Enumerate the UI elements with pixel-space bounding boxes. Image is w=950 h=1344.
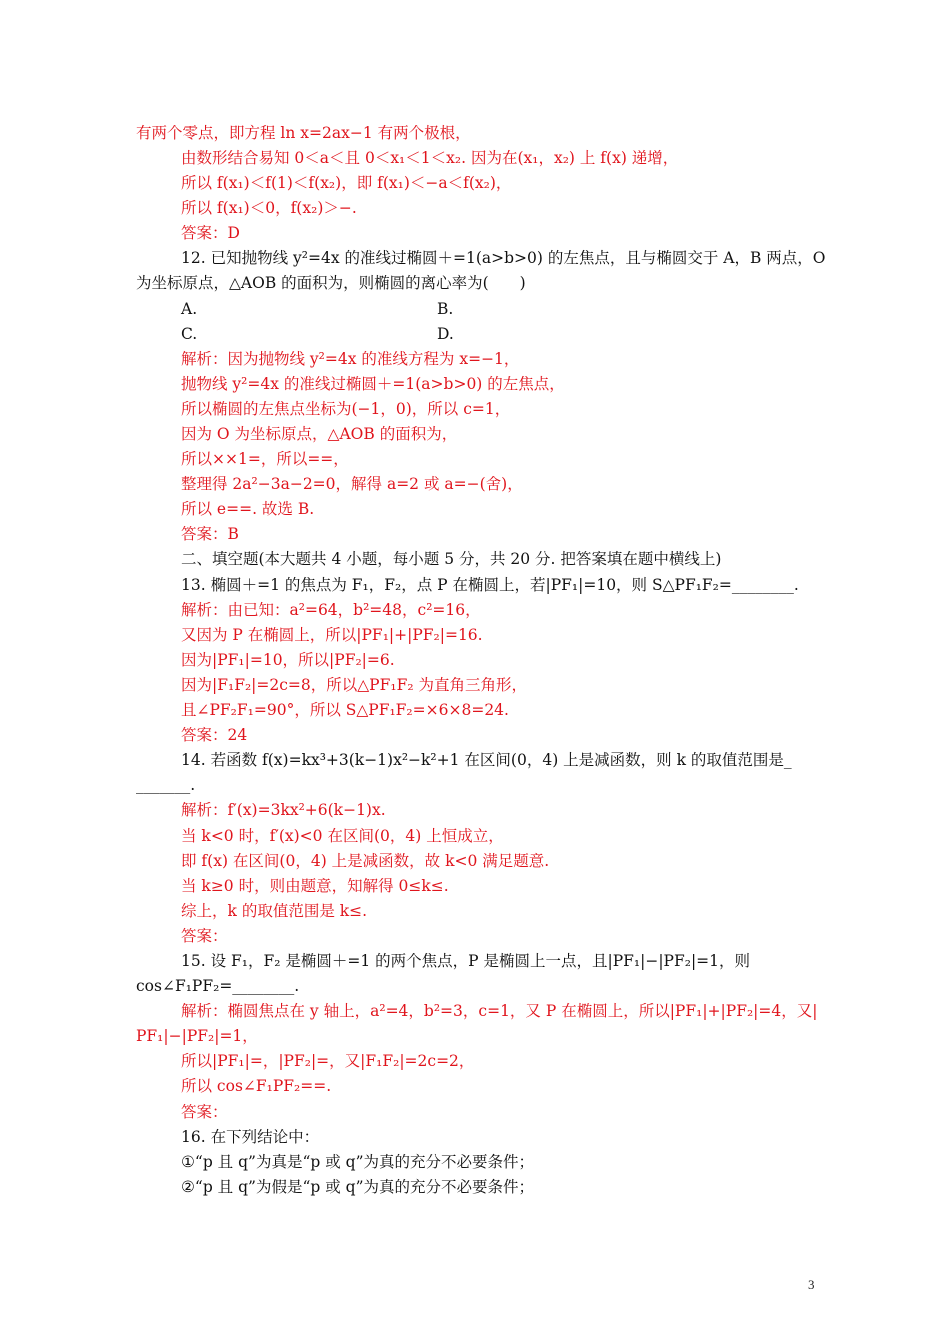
question-15-stem: 15. 设 F₁，F₂ 是椭圆＋=1 的两个焦点，P 是椭圆上一点，且|PF₁|−|PF₂|=1，则 [181,952,751,970]
text-line: 所以 f(x₁)＜f(1)＜f(x₂)，即 f(x₁)＜−a＜f(x₂)， [181,174,512,192]
solution-line: 当 k≥0 时，则由题意，知解得 0≤k≤. [181,877,449,895]
section-heading: 二、填空题(本大题共 4 小题，每小题 5 分，共 20 分. 把答案填在题中横线上) [181,550,722,568]
question-14-stem: 14. 若函数 f(x)=kx³+3(k−1)x²−k²+1 在区间(0，4) 上是减函数，则 k 的取值范围是_ [181,751,792,769]
answer-line: 答案： [181,927,228,945]
solution-line: 解析：由已知：a²=64，b²=48，c²=16， [181,601,481,619]
answer-line: 答案： [181,1103,228,1121]
solution-line: 当 k<0 时，f′(x)<0 在区间(0，4) 上恒成立， [181,827,504,845]
solution-line: 抛物线 y²=4x 的准线过椭圆＋=1(a>b>0) 的左焦点， [181,375,565,393]
solution-line: 解析：f′(x)=3kx²+6(k−1)x. [181,801,386,819]
solution-line: 因为|F₁F₂|=2c=8，所以△PF₁F₂ 为直角三角形， [181,676,527,694]
option-c: C. [181,325,198,343]
question-14-blank: _______. [136,776,196,794]
text-line: 由数形结合易知 0＜a＜且 0＜x₁＜1＜x₂. 因为在(x₁，x₂) 上 f(x) 递增， [181,149,679,167]
solution-line: 因为|PF₁|=10，所以|PF₂|=6. [181,651,395,669]
question-15-stem-cont: cos∠F₁PF₂=________. [136,977,300,995]
solution-line: 所以 e==. 故选 B. [181,500,315,518]
option-b: B. [437,300,454,318]
answer-line: 答案：24 [181,726,248,744]
solution-line: 即 f(x) 在区间(0，4) 上是减函数，故 k<0 满足题意. [181,852,550,870]
answer-line: 答案：D [181,224,240,242]
question-13-stem: 13. 椭圆＋=1 的焦点为 F₁，F₂，点 P 在椭圆上，若|PF₁|=10，则 S△PF₁F₂=________. [181,576,799,594]
question-12-stem-cont: 为坐标原点，△AOB 的面积为，则椭圆的离心率为( ) [136,274,526,292]
option-a: A. [181,300,198,318]
solution-line: 因为 O 为坐标原点，△AOB 的面积为， [181,425,458,443]
question-16-stem: 16. 在下列结论中： [181,1128,320,1146]
text-line: 有两个零点，即方程 ln x=2ax−1 有两个极根， [136,124,471,142]
option-d: D. [437,325,454,343]
solution-line: 且∠PF₂F₁=90°，所以 S△PF₁F₂=×6×8=24. [181,701,509,719]
solution-line: 所以××1=，所以==， [181,450,349,468]
solution-line: 又因为 P 在椭圆上，所以|PF₁|+|PF₂|=16. [181,626,483,644]
solution-line: 所以|PF₁|=，|PF₂|=，又|F₁F₂|=2c=2， [181,1052,475,1070]
question-12-stem: 12. 已知抛物线 y²=4x 的准线过椭圆＋=1(a>b>0) 的左焦点，且与椭圆交于 A，B 两点，O [181,249,826,267]
solution-line: 所以 cos∠F₁PF₂==. [181,1077,332,1095]
solution-line: 所以椭圆的左焦点坐标为(−1，0)，所以 c=1， [181,400,511,418]
answer-line: 答案：B [181,525,239,543]
solution-line: 解析：椭圆焦点在 y 轴上，a²=4，b²=3，c=1，又 P 在椭圆上，所以|PF₁|+|PF₂|=4，又| [181,1002,818,1020]
solution-line: 综上，k 的取值范围是 k≤. [181,902,368,920]
statement-1: ①“p 且 q”为真是“p 或 q”为真的充分不必要条件； [181,1153,534,1171]
page-number: 3 [808,1277,815,1292]
statement-2: ②“p 且 q”为假是“p 或 q”为真的充分不必要条件； [181,1178,534,1196]
text-line: 所以 f(x₁)＜0，f(x₂)＞−. [181,199,357,217]
solution-line: 解析：因为抛物线 y²=4x 的准线方程为 x=−1， [181,350,520,368]
solution-line: 整理得 2a²−3a−2=0，解得 a=2 或 a=−(舍)， [181,475,523,493]
solution-line: PF₁|−|PF₂|=1， [136,1027,258,1045]
